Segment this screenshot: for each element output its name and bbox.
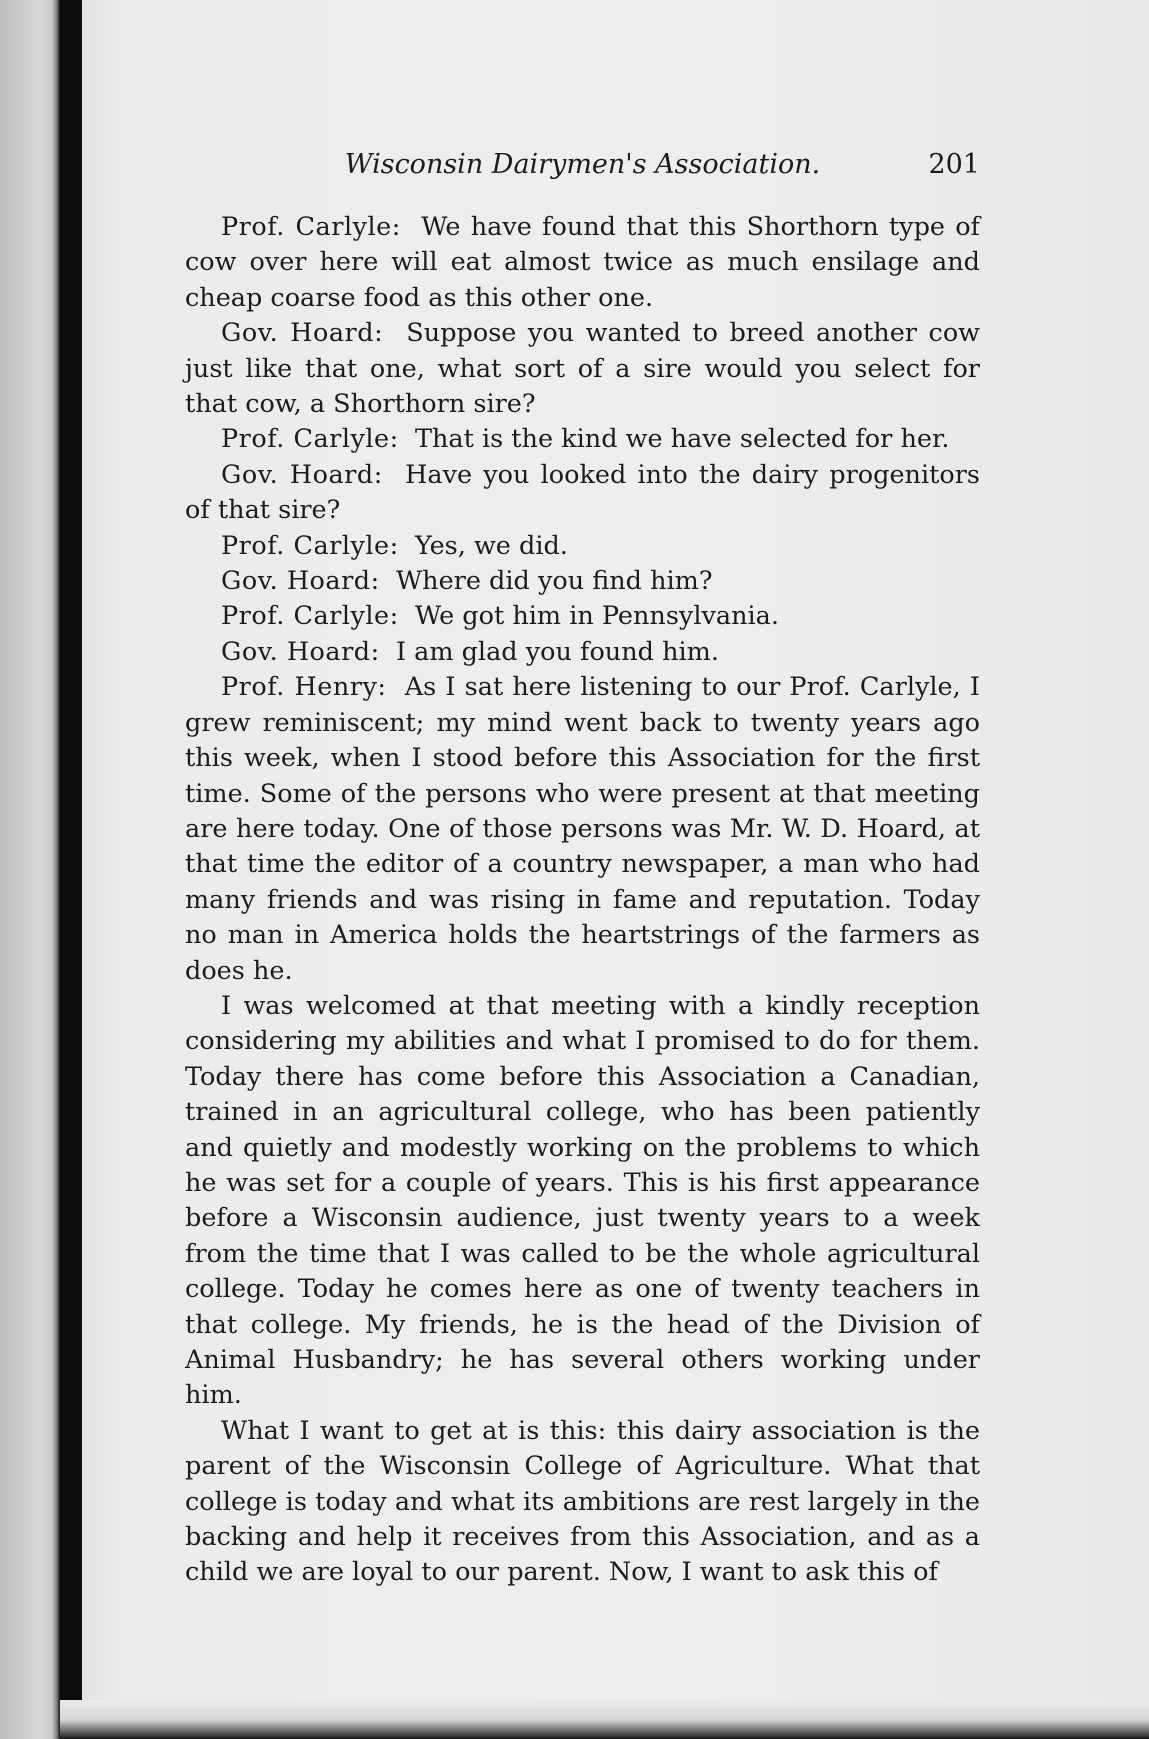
- paragraph: [185, 458, 980, 529]
- paragraph: [185, 635, 980, 670]
- paragraph: [185, 670, 980, 989]
- paragraph: [185, 422, 980, 457]
- paragraph-text: As I sat here listening to our Prof. Carlyle, I grew reminiscent; my mind went back to twenty years ago this week, when I stood before this Association for the first time. Some of the persons who were present at that meeting are here today. One of those persons was Mr. W. D. Hoard, at that time the editor of a country newspaper, a man who had many friends and was rising in fame and reputation. Today no man in America holds the heartstrings of the farmers as does he.: [185, 672, 980, 986]
- speaker-label: Prof. Carlyle:: [221, 530, 399, 561]
- speaker-label: Prof. Carlyle:: [221, 424, 399, 455]
- speaker-label: Gov. Hoard:: [221, 318, 384, 349]
- running-title: Wisconsin Dairymen's Association.: [344, 149, 821, 180]
- paragraph-text: Yes, we did.: [414, 530, 568, 561]
- paragraph-text: I am glad you found him.: [395, 636, 719, 667]
- speaker-label: Prof. Carlyle:: [221, 212, 401, 242]
- paragraph: [185, 529, 980, 564]
- speaker-label: Gov. Hoard:: [221, 459, 383, 490]
- speaker-label: Prof. Carlyle:: [221, 601, 399, 632]
- page-body: [185, 210, 980, 1591]
- paragraph: [185, 316, 980, 422]
- book-spine-shadow: [0, 0, 60, 1739]
- page-bottom-edge: [60, 1700, 1149, 1739]
- paragraph: [185, 1414, 980, 1591]
- page-number: 201: [928, 149, 980, 180]
- paragraph: [185, 989, 980, 1414]
- paragraph-text: That is the kind we have selected for her.: [414, 424, 950, 455]
- paragraph-text: Where did you find him?: [395, 566, 713, 597]
- paragraph-text: I was welcomed at that meeting with a kindly reception considering my abilities and what I promised to do for them. Today there has come before this Association a Canadian, trained in an agricultural college, who has been patiently and quietly and modestly working on the problems to which he was set for a couple of years. This is his first appearance before a Wisconsin audience, just twenty years to a week from the time that I was called to be the whole agricultural college. Today he comes here as one of twenty teachers in that college. My friends, he is the head of the Division of Animal Husbandry; he has several others working under him.: [185, 990, 980, 1411]
- paragraph: [185, 210, 980, 316]
- book-gutter: [60, 0, 82, 1739]
- paragraph-text: Suppose you wanted to breed another cow just like that one, what sort of a sire would you select for that cow, a Shorthorn sire?: [185, 318, 981, 420]
- speaker-label: Gov. Hoard:: [221, 566, 380, 597]
- paragraph-text: Have you looked into the dairy progenitors of that sire?: [185, 459, 980, 526]
- page-header: [185, 145, 980, 185]
- speaker-label: Gov. Hoard:: [221, 636, 380, 667]
- paragraph-text: We have found that this Shorthorn type of cow over here will eat almost twice as much ensilage and cheap coarse food as this other one.: [185, 212, 980, 313]
- paragraph: [185, 599, 980, 634]
- speaker-label: Prof. Henry:: [221, 672, 387, 703]
- paragraph-text: We got him in Pennsylvania.: [414, 601, 779, 632]
- paragraph-text: What I want to get at is this: this dairy association is the parent of the Wisconsin College of Agriculture. What that college is today and what its ambitions are rest largely in the backing and help it receives from this Association, and as a child we are loyal to our parent. Now, I want to ask this of: [185, 1415, 980, 1588]
- paragraph: [185, 564, 980, 599]
